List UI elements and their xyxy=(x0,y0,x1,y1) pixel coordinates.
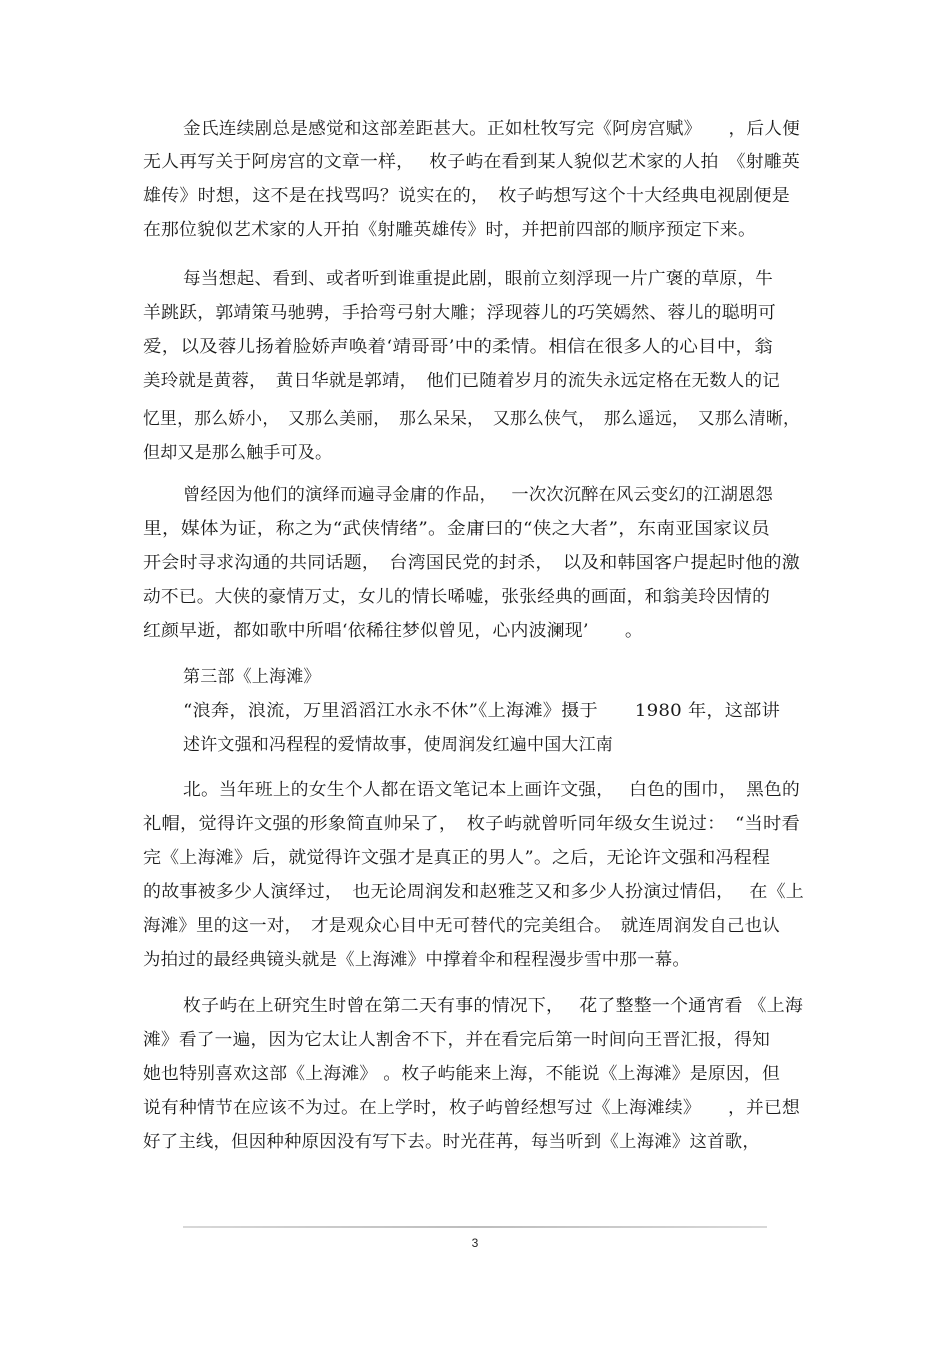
text-line: “浪奔，浪流，万里滔滔江水永不休”《上海滩》摄于 1980 年，这部讲 xyxy=(183,701,780,721)
text-line: 红颜早逝，都如歌中所唱‘依稀往梦似曾见，心内波澜现’ 。 xyxy=(143,621,643,641)
text-line: 滩》看了一遍，因为它太让人割舍不下，并在看完后第一时间向王晋汇报，得知 xyxy=(143,1030,770,1050)
text-line: 好了主线，但因种种原因没有写下去。时光荏苒，每当听到《上海滩》这首歌， xyxy=(143,1132,760,1152)
text-line: 曾经因为他们的演绎而遍寻金庸的作品， 一次次沉醉在风云变幻的江湖恩怨 xyxy=(183,485,773,505)
text-line: 无人再写关于阿房宫的文章一样， 枚子屿在看到某人貌似艺术家的人拍 《射雕英 xyxy=(143,152,800,172)
text-line: 的故事被多少人演绎过， 也无论周润发和赵雅芝又和多少人扮演过情侣， 在《上 xyxy=(143,882,804,902)
text-line: 但却又是那么触手可及。 xyxy=(143,443,333,463)
text-line: 金氏连续剧总是感觉和这部差距甚大。正如杜牧写完《阿房宫赋》 ，后人便 xyxy=(183,119,800,139)
text-line: 说有种情节在应该不为过。在上学时，枚子屿曾经想写过《上海滩续》 ，并已想 xyxy=(143,1098,800,1118)
page-number: 3 xyxy=(471,1236,479,1250)
text-line: 忆里，那么娇小， 又那么美丽， 那么呆呆， 又那么侠气， 那么遥远， 又那么清晰， xyxy=(143,409,800,429)
text-line: 每当想起、看到、或者听到谁重提此剧，眼前立刻浮现一片广褒的草原，牛 xyxy=(183,269,773,289)
text-line: 礼帽，觉得许文强的形象简直帅呆了， 枚子屿就曾听同年级女生说过： “当时看 xyxy=(143,814,800,834)
text-line: 动不已。大侠的豪情万丈，女儿的情长唏嘘，张张经典的画面，和翁美玲因情的 xyxy=(143,587,770,607)
text-line: 为拍过的最经典镜头就是《上海滩》中撑着伞和程程漫步雪中那一幕。 xyxy=(143,950,690,970)
text-line: 开会时寻求沟通的共同话题， 台湾国民党的封杀， 以及和韩国客户提起时他的激 xyxy=(143,553,800,573)
text-line: 海滩》里的这一对， 才是观众心目中无可替代的完美组合。 就连周润发自己也认 xyxy=(143,916,780,936)
text-line: 第三部《上海滩》 xyxy=(183,667,321,687)
text-line: 美玲就是黄蓉， 黄日华就是郭靖， 他们已随着岁月的流失永远定格在无数人的记 xyxy=(143,371,780,391)
text-line: 里，媒体为证，称之为“武侠情绪”。金庸曰的“侠之大者”，东南亚国家议员 xyxy=(143,519,770,539)
text-line: 雄传》时想，这不是在找骂吗？说实在的， 枚子屿想写这个十大经典电视剧便是 xyxy=(143,186,790,206)
text-line: 在那位貌似艺术家的人开拍《射雕英雄传》时，并把前四部的顺序预定下来。 xyxy=(143,220,756,240)
text-line: 枚子屿在上研究生时曾在第二天有事的情况下， 花了整整一个通宵看 《上海 xyxy=(183,996,803,1016)
text-line: 她也特别喜欢这部《上海滩》 。枚子屿能来上海，不能说《上海滩》是原因，但 xyxy=(143,1064,780,1084)
text-line: 北。当年班上的女生个人都在语文笔记本上画许文强， 白色的围巾， 黑色的 xyxy=(183,780,800,800)
footer-rule xyxy=(183,1226,767,1228)
text-line: 述许文强和冯程程的爱情故事，使周润发红遍中国大江南 xyxy=(183,735,613,755)
text-line: 羊跳跃，郭靖策马驰骋，手拾弯弓射大雕；浮现蓉儿的巧笑嫣然、蓉儿的聪明可 xyxy=(143,303,777,323)
text-line: 完《上海滩》后，就觉得许文强才是真正的男人”。之后，无论许文强和冯程程 xyxy=(143,848,770,868)
text-line: 爱，以及蓉儿扬着脸娇声唤着‘靖哥哥’中的柔情。相信在很多人的心目中，翁 xyxy=(143,337,773,357)
